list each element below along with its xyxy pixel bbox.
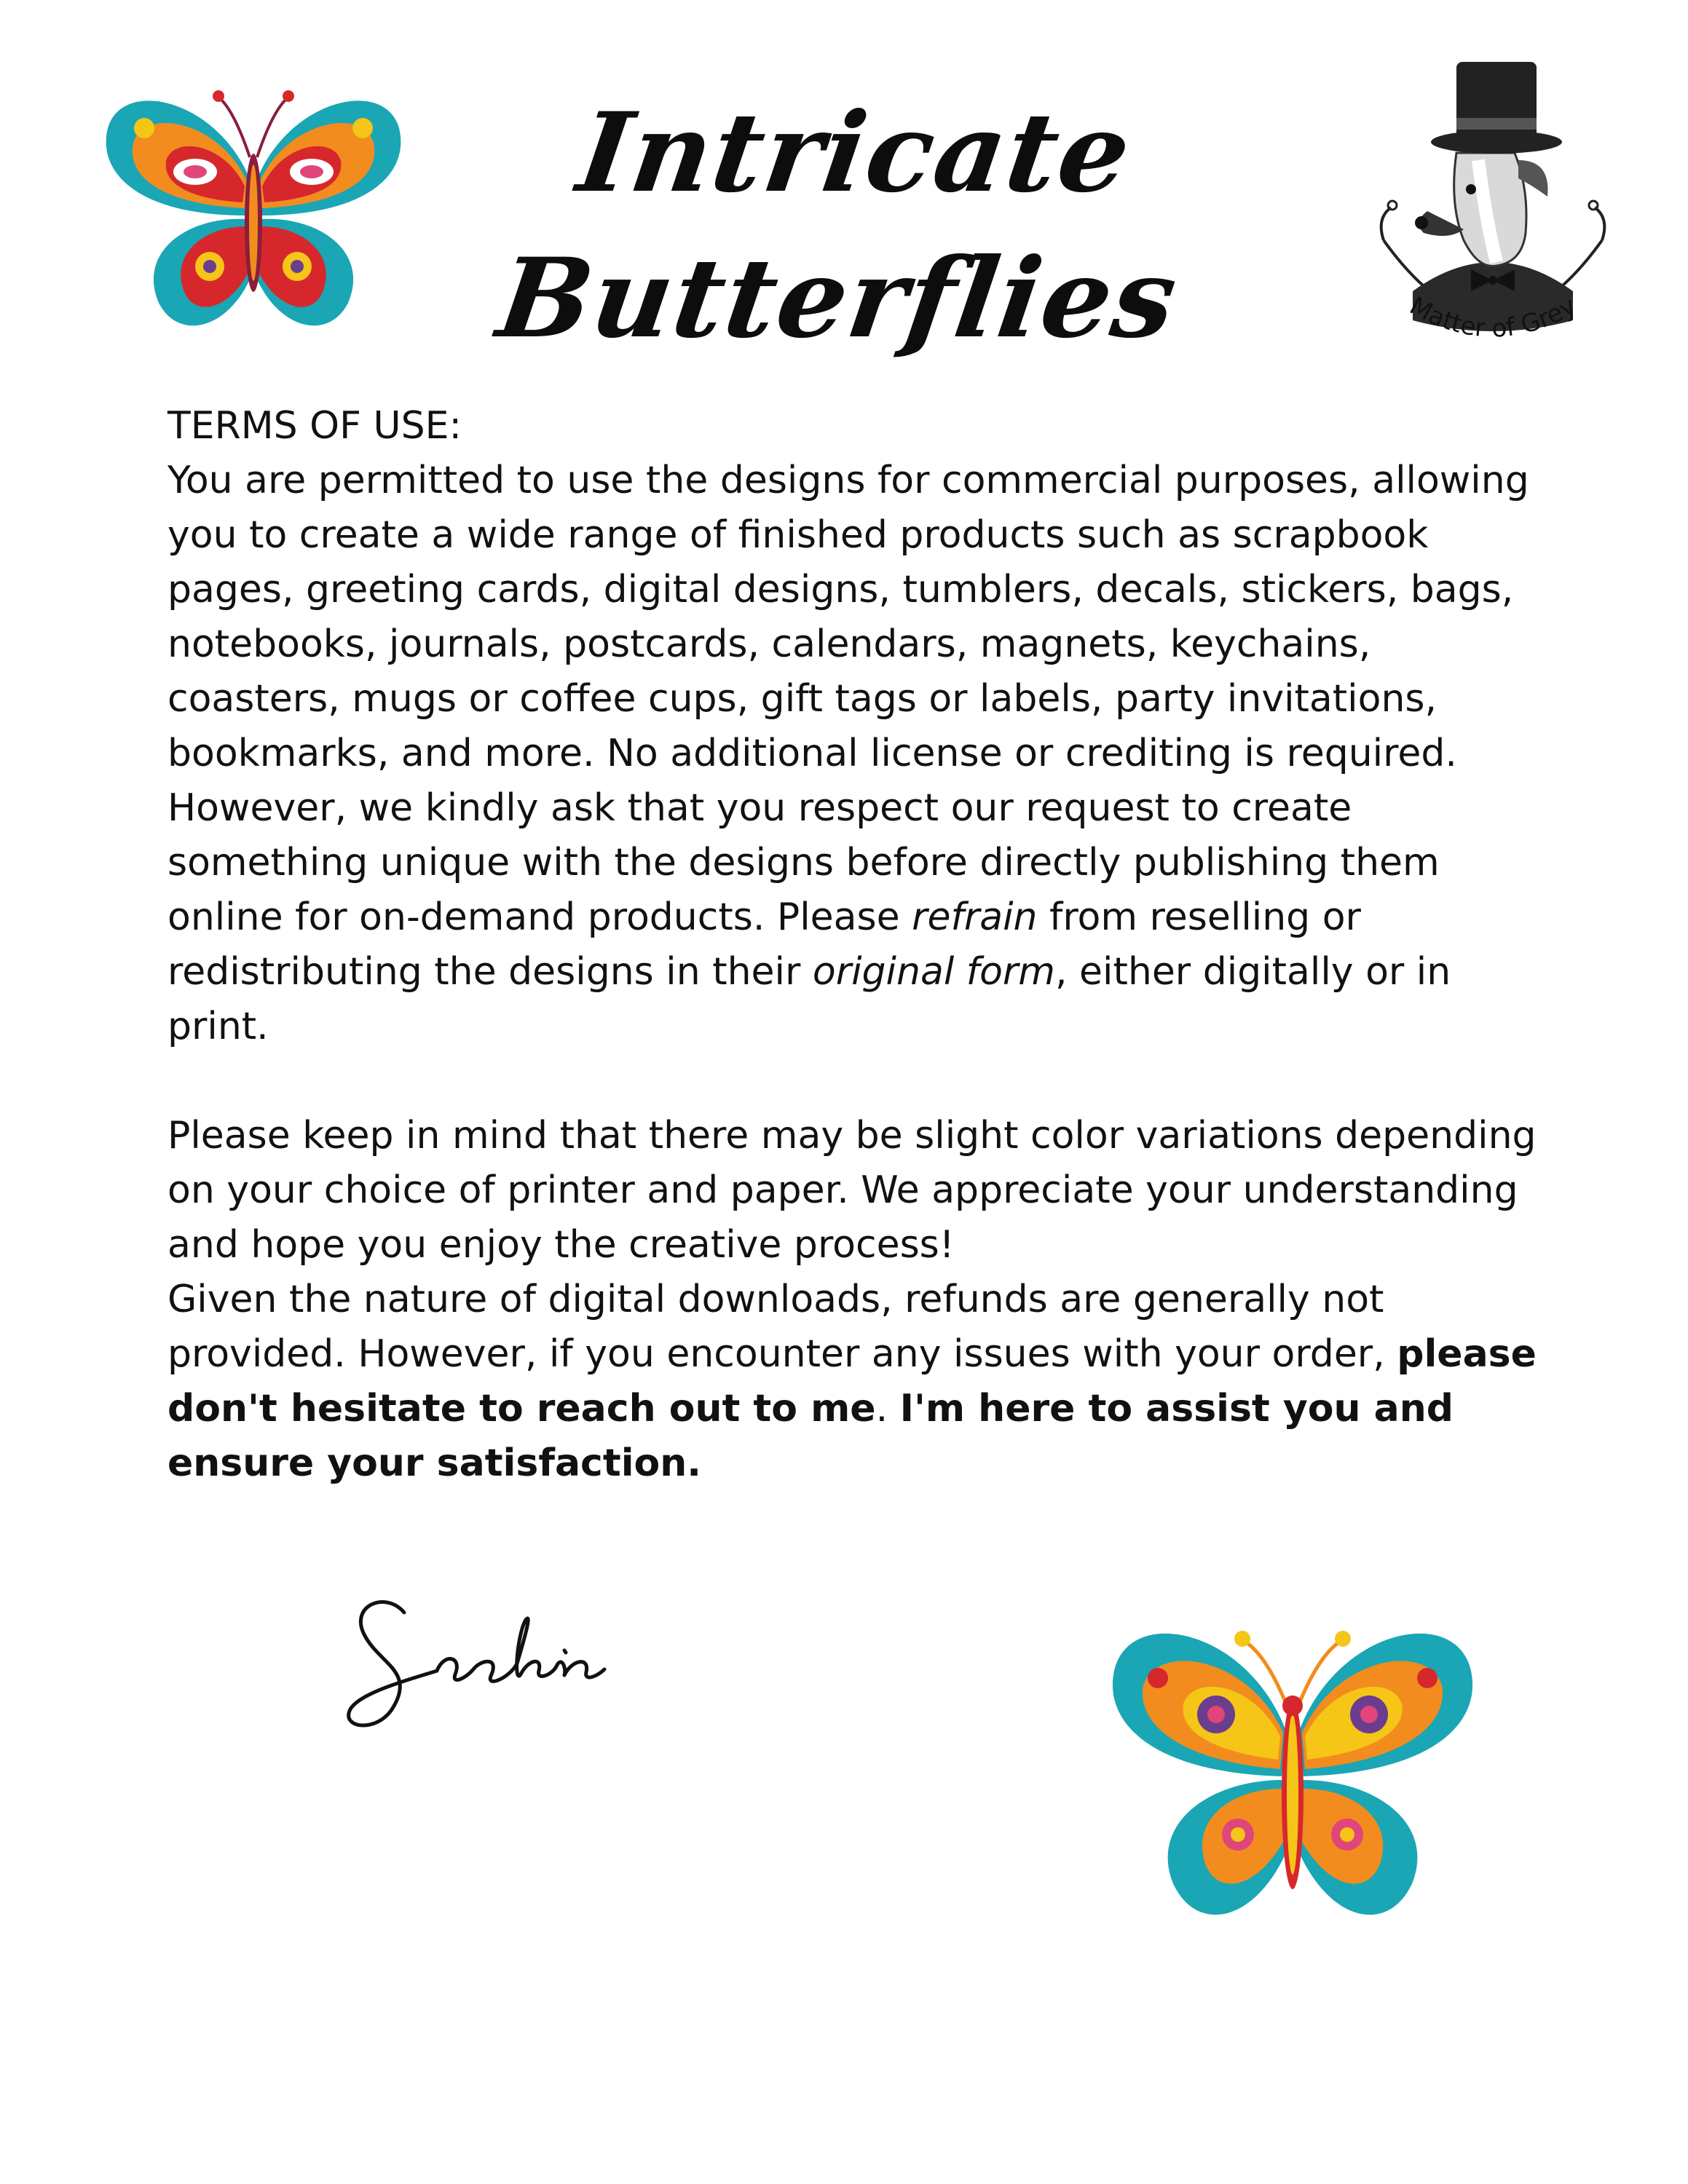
logo-text: Matter of Grey	[1404, 291, 1582, 344]
terms-p1-emphasis-refrain: refrain	[912, 895, 1038, 939]
terms-paragraph-commercial	[167, 454, 1551, 1054]
terms-p3-text: Given the nature of digital downloads, refunds are generally not provided. However, if you encounter any issues with your order,	[167, 1278, 1397, 1376]
terms-heading: TERMS OF USE:	[167, 404, 462, 448]
signature	[335, 1583, 612, 1744]
terms-p3-bold-assist: I'm here to assist you and ensure your satisfaction.	[167, 1387, 1454, 1485]
terms-p3-bold-reach-out: please don't hesitate to reach out to me	[167, 1332, 1537, 1431]
matter-of-grey-logo	[1369, 51, 1617, 400]
terms-p1-text-1: You are permitted to use the designs for commercial purposes, allowing you to create a wide range of finished products such as scrapbook pages, greeting cards, digital designs, tumblers, decals, stickers, bags, notebooks, journals, postcards, calendars, magnets, keychains, coasters, mugs or coffee cups, gift tags or labels, party invitations, bookmarks, and more. No additional license or crediting is required. However, we kindly ask that you respect our request to create something unique with the designs before directly publishing them online for on-demand products. Please	[167, 459, 1529, 939]
title-line-1: Intricate	[570, 89, 1140, 217]
butterfly-illustration-top	[93, 70, 414, 361]
page-title	[489, 80, 1200, 371]
paragraph-gap	[167, 1054, 1551, 1109]
terms-p1-text-2: from reselling or redistributing the designs in their	[167, 895, 1361, 994]
terms-p1-emphasis-original-form: original form	[812, 950, 1055, 994]
terms-paragraph-color: Please keep in mind that there may be slight color variations depending on your choice of printer and paper. We appreciate your understanding and hope you enjoy the creative process!	[167, 1114, 1537, 1267]
terms-p3-separator: .	[875, 1387, 900, 1431]
terms-of-use-section	[167, 399, 1551, 1491]
terms-paragraph-refunds	[167, 1273, 1551, 1491]
butterfly-illustration-bottom	[1100, 1598, 1486, 1962]
title-line-2: Butterflies	[490, 234, 1186, 363]
terms-p1-text-3: , either digitally or in print.	[167, 950, 1451, 1048]
